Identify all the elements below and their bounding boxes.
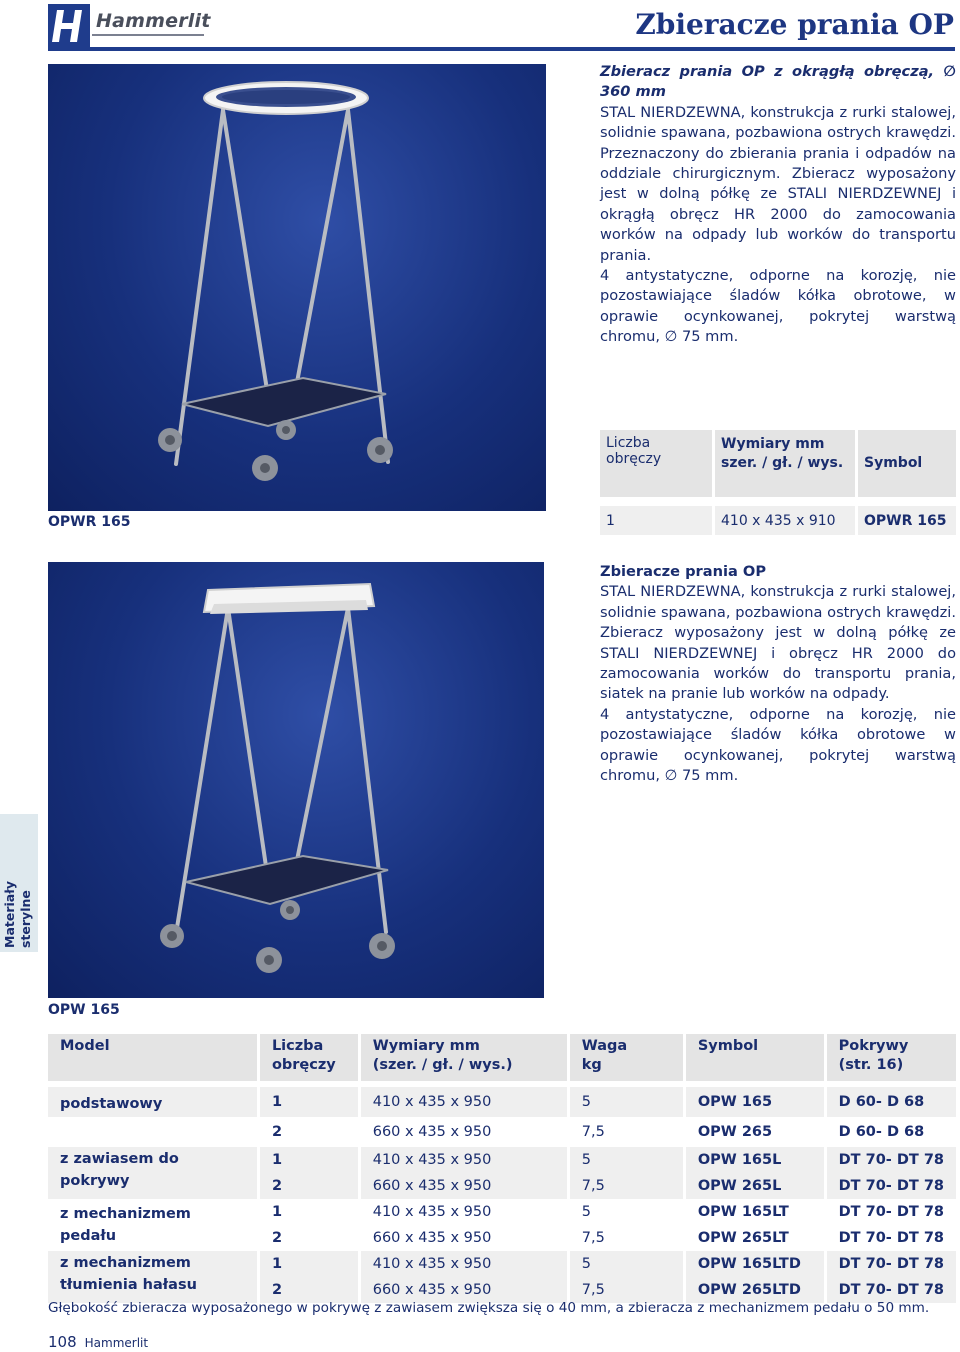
col-liczba-line1: Liczba — [271, 1038, 324, 1054]
product1-title: Zbieracz prania OP z okrągłą obręczą, ∅ 360 mm — [600, 63, 956, 101]
cell-pokrywy: DT 70- DT 78 — [827, 1199, 956, 1225]
product-photo-opw165 — [48, 562, 544, 998]
col-waga-line1: Waga — [581, 1038, 628, 1054]
col-pokrywy-line1: Pokrywy — [838, 1038, 909, 1054]
table-row — [48, 1199, 956, 1225]
product1-description — [600, 62, 956, 348]
side-tab-line1: Materiały — [2, 881, 17, 948]
model-name-line2: pokrywy — [60, 1173, 130, 1189]
cell-symbol: OPW 265LT — [686, 1225, 827, 1251]
section-side-tab — [0, 814, 38, 952]
model-name-line2: tłumienia hałasu — [60, 1277, 197, 1293]
figure-label-opwr165: OPWR 165 — [48, 514, 131, 530]
model-name — [48, 1251, 260, 1303]
cell-liczba: 1 — [260, 1199, 361, 1225]
cell-symbol: OPW 265 — [686, 1117, 827, 1147]
model-name-line2: pedału — [60, 1228, 117, 1244]
cell-pokrywy: DT 70- DT 78 — [827, 1251, 956, 1277]
model-name — [48, 1199, 260, 1251]
header-wymiary-line2: szer. / gł. / wys. — [721, 455, 844, 471]
cell-pokrywy: DT 70- DT 78 — [827, 1225, 956, 1251]
footer-brand: Hammerlit — [84, 1336, 149, 1350]
cell-waga: 5 — [570, 1251, 686, 1277]
cell-liczba: 2 — [260, 1117, 361, 1147]
cell-liczba: 1 — [600, 506, 715, 535]
col-model: Model — [48, 1034, 260, 1081]
cell-liczba: 1 — [260, 1251, 361, 1277]
product2-title: Zbieracze prania OP — [600, 563, 767, 580]
header-wymiary-line1: Wymiary mm — [721, 436, 825, 452]
page-footer — [48, 1333, 148, 1351]
cell-symbol: OPWR 165 — [858, 506, 956, 535]
brand-name: Hammerlit — [96, 10, 211, 32]
header-wymiary — [715, 430, 858, 497]
cell-waga: 5 — [570, 1199, 686, 1225]
header-liczba: Liczba obręczy — [600, 430, 715, 497]
col-wymiary — [361, 1034, 570, 1081]
col-liczba-line2: obręczy — [271, 1057, 336, 1073]
cell-liczba: 2 — [260, 1225, 361, 1251]
col-pokrywy — [827, 1034, 956, 1081]
cell-waga: 7,5 — [570, 1117, 686, 1147]
cell-wymiary: 660 x 435 x 950 — [361, 1225, 570, 1251]
cell-wymiary: 410 x 435 x 950 — [361, 1251, 570, 1277]
table-row — [48, 1251, 956, 1277]
cell-liczba: 1 — [260, 1087, 361, 1117]
models-table — [48, 1034, 956, 1303]
model-name: podstawowy — [48, 1087, 260, 1117]
product2-paragraph-2: 4 antystatyczne, odporne na korozję, nie pozostawiające śladów kółka obrotowe w oprawie ocynkowanej, pokrytej warstwą chromu, ∅ 75 mm. — [600, 705, 956, 785]
cell-symbol: OPW 165 — [686, 1087, 827, 1117]
col-liczba — [260, 1034, 361, 1081]
cell-wymiary: 410 x 435 x 950 — [361, 1147, 570, 1173]
table-row — [48, 1117, 956, 1147]
page-title: Zbieracze prania OP — [635, 8, 954, 41]
cell-waga: 7,5 — [570, 1225, 686, 1251]
col-wymiary-line1: Wymiary mm — [372, 1038, 480, 1054]
brand-underline — [92, 34, 204, 36]
cell-symbol: OPW 265LTD — [686, 1277, 827, 1303]
product2-paragraph-1: STAL NIERDZEWNA, konstrukcja z rurki stalowej, solidnie spawana, pozbawiona ostrych krawędzi. Zbieracz wyposażony jest w dolną półkę ze STALI NIERDZEWNEJ i obręcz HR 2000 do zamocowania worków do transportu prania, siatek na pranie lub worków na odpady. — [600, 583, 956, 703]
model-name-line1: z mechanizmem — [60, 1206, 191, 1222]
cell-waga: 7,5 — [570, 1173, 686, 1199]
cell-wymiary: 660 x 435 x 950 — [361, 1277, 570, 1303]
model-name — [48, 1147, 260, 1199]
cell-liczba: 1 — [260, 1147, 361, 1173]
product1-spec-table — [600, 430, 956, 535]
col-symbol: Symbol — [686, 1034, 827, 1081]
figure-label-opw165: OPW 165 — [48, 1002, 120, 1018]
side-tab-line2: sterylne — [18, 890, 33, 948]
cell-wymiary: 410 x 435 x 950 — [361, 1087, 570, 1117]
col-wymiary-line2: (szer. / gł. / wys.) — [372, 1057, 513, 1073]
cell-waga: 5 — [570, 1147, 686, 1173]
page-number: 108 — [48, 1333, 77, 1351]
product2-description — [600, 562, 956, 786]
product1-paragraph-1: STAL NIERDZEWNA, konstrukcja z rurki stalowej, solidnie spawana, pozbawiona ostrych krawędzi. Przeznaczony do zbierania prania i odpadów na oddziale chirurgicznym. Zbieracz wyposażony jest w dolną półkę ze STALI NIERDZEWNEJ i okrągłą obręcz HR 2000 do zamocowania worków na odpady lub worków do transportu prania. — [600, 103, 956, 264]
cell-liczba: 2 — [260, 1277, 361, 1303]
col-waga-line2: kg — [581, 1057, 602, 1073]
cell-symbol: OPW 165LT — [686, 1199, 827, 1225]
cell-pokrywy: DT 70- DT 78 — [827, 1147, 956, 1173]
cell-pokrywy: D 60- D 68 — [827, 1087, 956, 1117]
product-photo-opwr165 — [48, 64, 546, 511]
col-waga — [570, 1034, 686, 1081]
table-row — [48, 1087, 956, 1117]
cell-wymiary: 660 x 435 x 950 — [361, 1117, 570, 1147]
cell-waga: 7,5 — [570, 1277, 686, 1303]
cell-pokrywy: DT 70- DT 78 — [827, 1173, 956, 1199]
cell-pokrywy: D 60- D 68 — [827, 1117, 956, 1147]
footnote: Głębokość zbieracza wyposażonego w pokrywę z zawiasem zwiększa się o 40 mm, a zbieracza z mechanizmem pedału o 50 mm. — [48, 1300, 930, 1316]
table-row — [48, 1147, 956, 1173]
cell-wymiary: 410 x 435 x 910 — [715, 506, 858, 535]
model-name-line1: z mechanizmem — [60, 1255, 191, 1271]
header-symbol: Symbol — [858, 430, 956, 497]
brand-logo-mark — [48, 4, 90, 48]
header-rule — [48, 47, 955, 51]
model-name-line1: z zawiasem do — [60, 1151, 179, 1167]
cell-symbol: OPW 265L — [686, 1173, 827, 1199]
col-pokrywy-line2: (str. 16) — [838, 1057, 904, 1073]
cell-wymiary: 660 x 435 x 950 — [361, 1173, 570, 1199]
cell-symbol: OPW 165L — [686, 1147, 827, 1173]
product1-paragraph-2: 4 antystatyczne, odporne na korozję, nie pozostawiające śladów kółka obrotowe, w oprawie ocynkowanej, pokrytej warstwą chromu, ∅ 75 mm. — [600, 267, 956, 346]
cell-liczba: 2 — [260, 1173, 361, 1199]
side-tab-label — [2, 818, 36, 948]
cell-wymiary: 410 x 435 x 950 — [361, 1199, 570, 1225]
cell-waga: 5 — [570, 1087, 686, 1117]
cell-symbol: OPW 165LTD — [686, 1251, 827, 1277]
cell-pokrywy: DT 70- DT 78 — [827, 1277, 956, 1303]
